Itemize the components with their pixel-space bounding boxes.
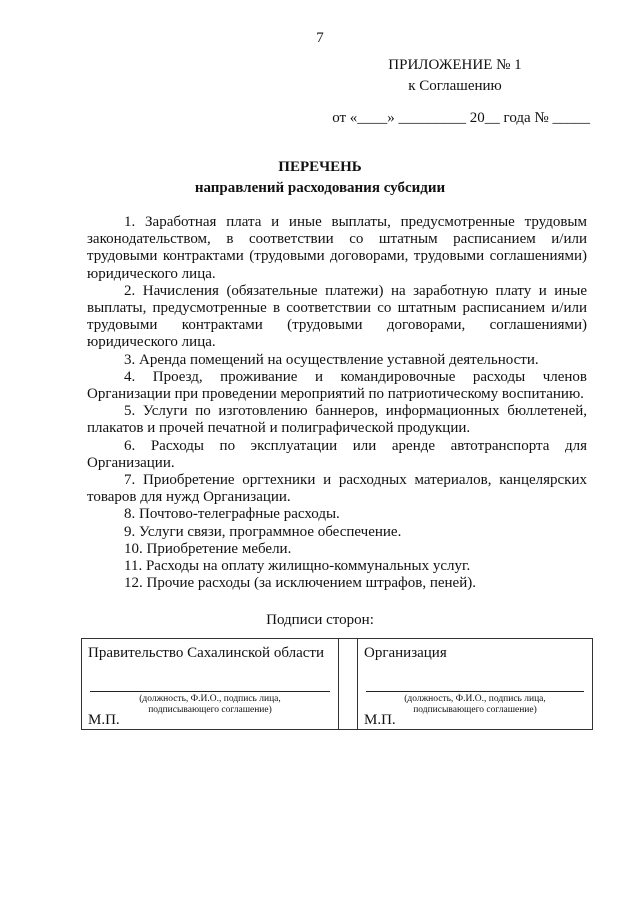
signature-caption xyxy=(366,694,584,716)
list-item: 9. Услуги связи, программное обеспечение. xyxy=(124,523,402,540)
list-item: 5. Услуги по изготовлению баннеров, информационных бюллетеней, плакатов и прочей печатной и полиграфической продукции. xyxy=(87,403,587,437)
list-item: 6. Расходы по эксплуатации или аренде автотранспорта для Организации. xyxy=(87,437,587,471)
signature-line xyxy=(90,691,330,692)
list-item: 7. Приобретение оргтехники и расходных материалов, канцелярских товаров для нужд Организации. xyxy=(87,472,587,506)
party-name-organization: Организация xyxy=(364,645,447,661)
signatures-heading: Подписи сторон: xyxy=(266,612,374,628)
page-number: 7 xyxy=(316,30,324,46)
appendix-subtitle: к Соглашению xyxy=(408,78,502,94)
party-name-government: Правительство Сахалинской области xyxy=(88,645,324,661)
signature-cell-organization xyxy=(357,638,593,730)
list-item: 12. Прочие расходы (за исключением штрафов, пеней). xyxy=(124,575,476,592)
title-sub: направлений расходования субсидии xyxy=(194,180,446,196)
list-item: 4. Проезд, проживание и командировочные расходы членов Организации при проведении мероприятий по патриотическому воспитанию. xyxy=(87,368,587,403)
list-item: 8. Почтово-телеграфные расходы. xyxy=(124,506,340,523)
document-title xyxy=(0,157,640,199)
stamp-place-label: М.П. xyxy=(88,712,120,728)
signatures-table xyxy=(81,638,593,730)
table-gap-column xyxy=(339,638,357,730)
list-item: 1. Заработная плата и иные выплаты, предусмотренные трудовым законодательством, в соответствии со штатным расписанием и/или трудовыми контрактами (трудовыми договорами, трудовыми соглашениями) юридического лица. xyxy=(87,214,587,282)
stamp-place-label: М.П. xyxy=(364,712,396,728)
agreement-date-line: от «____» _________ 20__ года № _____ xyxy=(332,110,590,126)
list-item: 2. Начисления (обязательные платежи) на заработную плату и иные выплаты, предусмотренные в соответствии со штатным расписанием и/или трудовыми контрактами (трудовыми договорами, соглашениями) юридического лица. xyxy=(87,282,587,351)
caption-line: подписывающего соглашение) xyxy=(413,705,537,715)
list-item: 3. Аренда помещений на осуществление уставной деятельности. xyxy=(124,351,539,368)
caption-line: подписывающего соглашение) xyxy=(148,705,272,715)
signature-cell-government xyxy=(81,638,339,730)
title-main: ПЕРЕЧЕНЬ xyxy=(278,159,362,175)
caption-line: (должность, Ф.И.О., подпись лица, xyxy=(404,694,546,704)
signature-line xyxy=(366,691,584,692)
list-item: 10. Приобретение мебели. xyxy=(124,540,292,557)
signature-caption xyxy=(90,694,330,716)
list-item: 11. Расходы на оплату жилищно-коммунальных услуг. xyxy=(124,558,471,575)
appendix-title: ПРИЛОЖЕНИЕ № 1 xyxy=(388,57,522,73)
appendix-header xyxy=(330,55,580,97)
expense-list xyxy=(87,214,587,592)
caption-line: (должность, Ф.И.О., подпись лица, xyxy=(139,694,281,704)
